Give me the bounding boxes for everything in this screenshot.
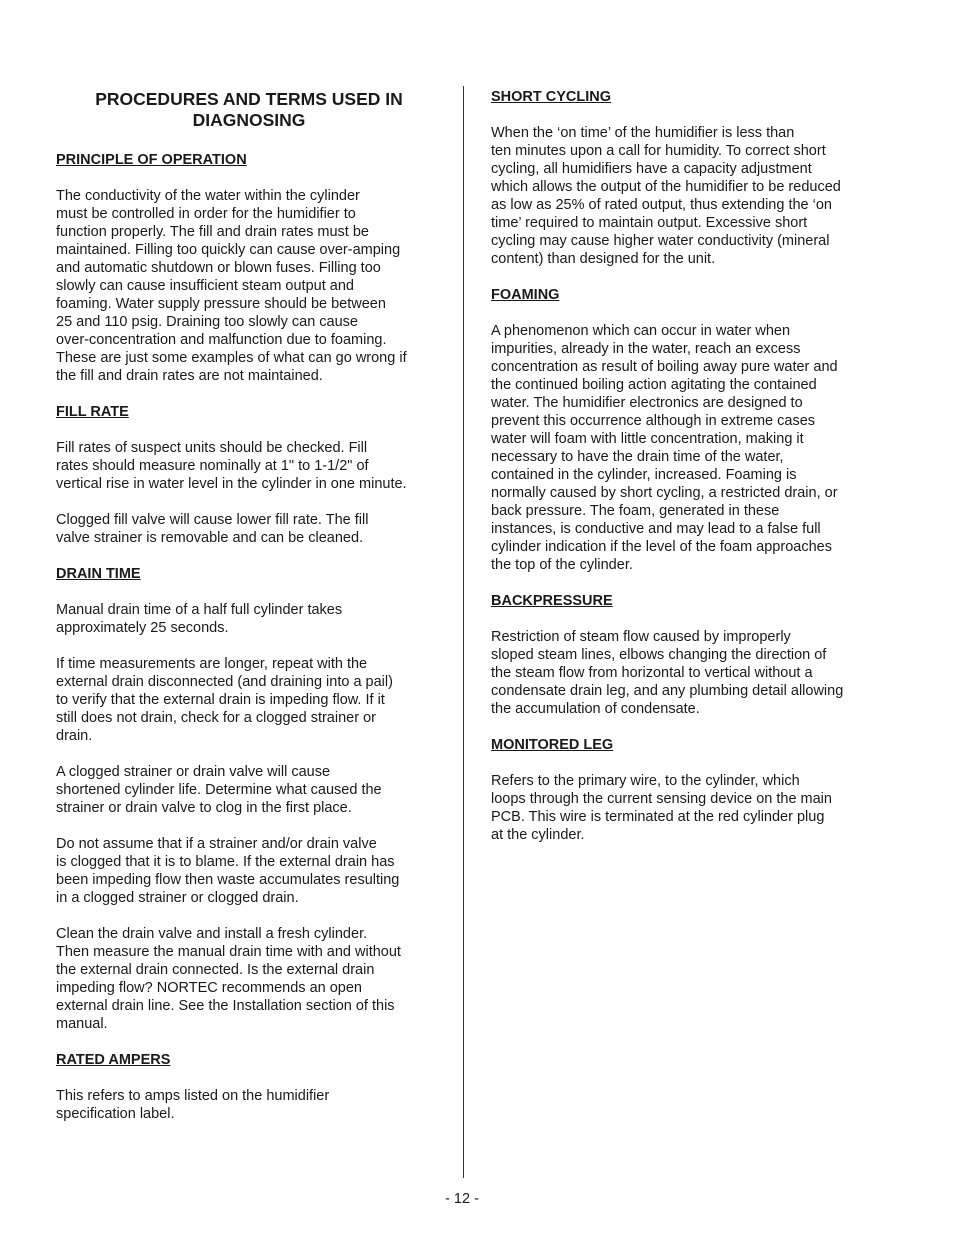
paragraph: Clogged fill valve will cause lower fill rate. The fill valve strainer is removable and can be cleaned. — [56, 512, 369, 546]
heading-short-cycling: SHORT CYCLING — [491, 89, 612, 105]
paragraph: Manual drain time of a half full cylinder takes approximately 25 seconds. — [56, 602, 343, 636]
paragraph: Do not assume that if a strainer and/or drain valve is clogged that it is to blame. If the external drain has been impeding flow then waste accumulates resulting in a clogged strainer or clogged drain. — [56, 836, 400, 906]
paragraph: A phenomenon which can occur in water when impurities, already in the water, reach an excess concentration as result of boiling away pure water and the continued boiling action agitating the contained water. The humidifier electronics are designed to prevent this occurrence although in extreme cases water will foam with little concentration, making it necessary to have the drain time of the water, contained in the cylinder, increased. Foaming is normally caused by short cycling, a restricted drain, or back pressure. The foam, generated in these instances, is conductive and may lead to a false full cylinder indication if the level of the foam approaches the top of the cylinder. — [491, 323, 838, 573]
heading-foaming: FOAMING — [491, 287, 560, 303]
paragraph: Fill rates of suspect units should be checked. Fill rates should measure nominally at 1" to 1-1/2" of vertical rise in water level in the cylinder in one minute. — [56, 440, 407, 492]
heading-monitored-leg: MONITORED LEG — [491, 737, 614, 753]
heading-principle-of-operation: PRINCIPLE OF OPERATION — [56, 152, 247, 168]
paragraph: This refers to amps listed on the humidifier specification label. — [56, 1088, 330, 1122]
heading-fill-rate: FILL RATE — [56, 404, 129, 420]
heading-backpressure: BACKPRESSURE — [491, 593, 613, 609]
paragraph: Refers to the primary wire, to the cylinder, which loops through the current sensing device on the main PCB. This wire is terminated at the red cylinder plug at the cylinder. — [491, 773, 832, 843]
right-column — [491, 88, 873, 844]
heading-rated-ampers: RATED AMPERS — [56, 1052, 171, 1068]
page-number: - 12 - — [445, 1191, 479, 1207]
page-title: PROCEDURES AND TERMS USED IN DIAGNOSING — [95, 89, 403, 130]
heading-drain-time: DRAIN TIME — [56, 566, 141, 582]
paragraph: Clean the drain valve and install a fresh cylinder. Then measure the manual drain time with and without the external drain connected. Is the external drain impeding flow? NORTEC recommends an open external drain line. See the Installation section of this manual. — [56, 926, 401, 1032]
paragraph: When the ‘on time’ of the humidifier is less than ten minutes upon a call for humidity. To correct short cycling, all humidifiers have a capacity adjustment which allows the output of the humidifier to be reduced as low as 25% of rated output, thus extending the ‘on time’ required to maintain output. Excessive short cycling may cause higher water conductivity (mineral content) than designed for the unit. — [491, 125, 841, 267]
paragraph: Restriction of steam flow caused by improperly sloped steam lines, elbows changing the direction of the steam flow from horizontal to vertical without a condensate drain leg, and any plumbing detail allowing the accumulation of condensate. — [491, 629, 844, 717]
column-divider — [463, 86, 464, 1178]
paragraph: If time measurements are longer, repeat with the external drain disconnected (and draining into a pail) to verify that the external drain is impeding flow. If it still does not drain, check for a clogged strainer or drain. — [56, 656, 393, 744]
left-column — [56, 87, 436, 1123]
paragraph: A clogged strainer or drain valve will cause shortened cylinder life. Determine what caused the strainer or drain valve to clog in the first place. — [56, 764, 382, 816]
paragraph: The conductivity of the water within the cylinder must be controlled in order for the humidifier to function properly. The fill and drain rates must be maintained. Filling too quickly can cause over-amping and automatic shutdown or blown fuses. Filling too slowly can cause insufficient steam output and foaming. Water supply pressure should be between 25 and 110 psig. Draining too slowly can cause over-concentration and malfunction due to foaming. These are just some examples of what can go wrong if the fill and drain rates are not maintained. — [56, 188, 407, 384]
